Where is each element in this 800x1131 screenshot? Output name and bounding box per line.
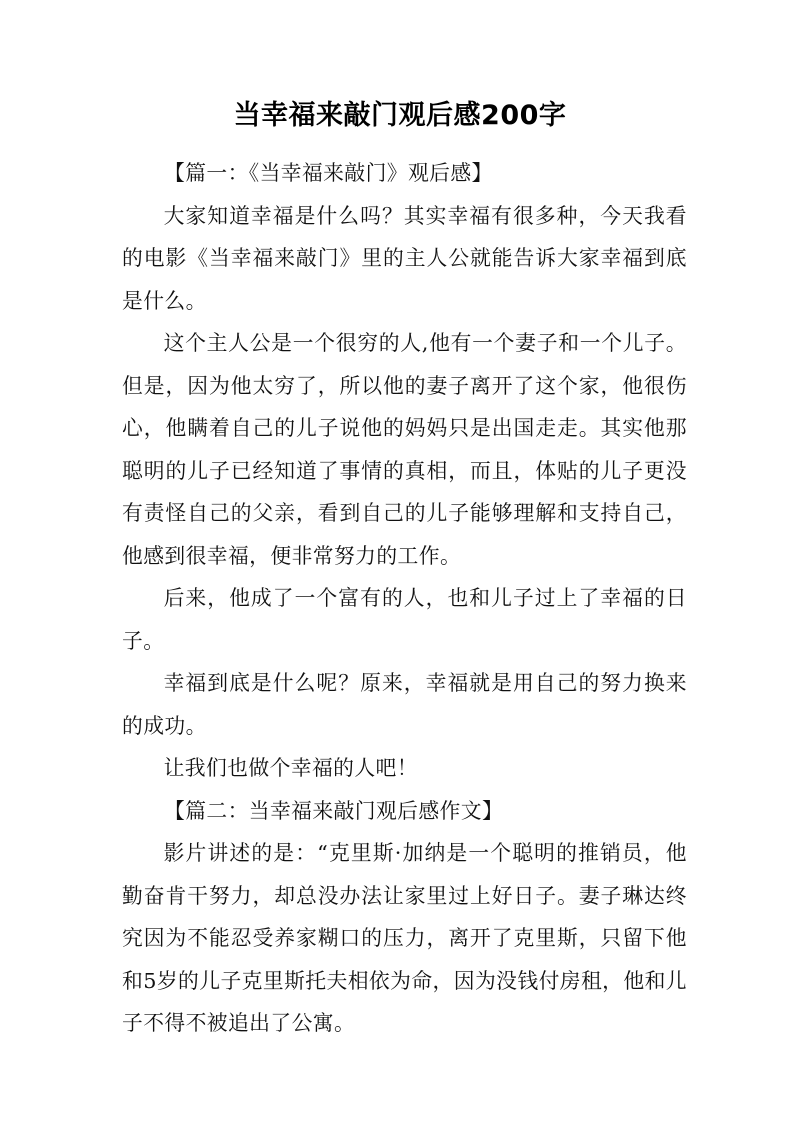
paragraph: 后来，他成了一个富有的人，也和儿子过上了幸福的日子。 (122, 586, 687, 653)
section-heading: 【篇二：当幸福来敲门观后感作文】 (164, 798, 504, 823)
paragraph: 这个主人公是一个很穷的人,他有一个妻子和一个儿子。但是，因为他太穷了，所以他的妻子离开了这个家，他很伤心，他瞒着自己的儿子说他的妈妈只是出国走走。其实他那聪明的儿子已经知道了事情的真相，而且，体贴的儿子更没有责怪自己的父亲，看到自己的儿子能够理解和支持自己，他感到很幸福，便非常努力的工作。 (122, 331, 687, 568)
section-heading: 【篇一：《当幸福来敲门》观后感】 (164, 161, 493, 185)
section-1 (122, 152, 687, 790)
paragraph: 大家知道幸福是什么吗？其实幸福有很多种，今天我看的电影《当幸福来敲门》里的主人公就能告诉大家幸福到底是什么。 (122, 203, 687, 313)
document-body (122, 152, 687, 1045)
paragraph: 让我们也做个幸福的人吧！ (163, 756, 418, 780)
paragraph: 影片讲述的是：“克里斯·加纳是一个聪明的推销员，他勤奋肯干努力，却总没办法让家里过上好日子。妻子琳达终究因为不能忍受养家糊口的压力，离开了克里斯，只留下他和5岁的儿子克里斯托夫相依为命，因为没钱付房租，他和儿子不得不被追出了公寓。 (122, 841, 687, 1035)
paragraph: 幸福到底是什么呢？原来，幸福就是用自己的努力换来的成功。 (122, 671, 687, 738)
section-2 (122, 790, 687, 1045)
document-title: 当幸福来敲门观后感200字 (233, 100, 567, 131)
